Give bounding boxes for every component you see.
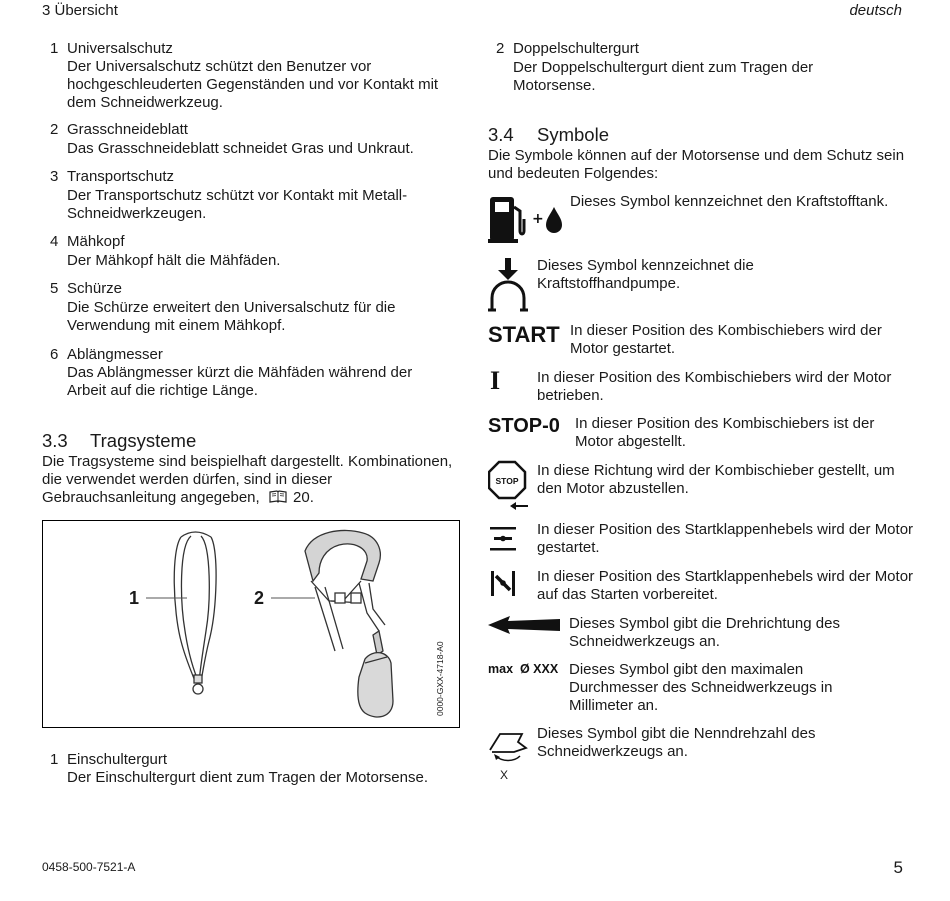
item-text: Der Einschultergurt dient zum Tragen der Motorsense. [67, 769, 429, 786]
item-title: Transportschutz [67, 168, 174, 185]
item-title: Doppelschultergurt [513, 40, 639, 57]
max-diameter-label: max Ø XXX [488, 662, 559, 676]
item-title: Einschultergurt [67, 751, 168, 768]
symbol-text: In dieser Position des Startklappenhebels wird der Motor auf das Starten vorbereitet. [537, 568, 914, 603]
figure-label-1: 1 [129, 588, 140, 608]
header-language: deutsch [849, 2, 902, 19]
item-text: Das Grasschneideblatt schneidet Gras und Unkraut. [67, 140, 414, 157]
harness-illustration [43, 521, 458, 726]
item-text: Das Ablängmesser kürzt die Mähfäden während der Arbeit auf die richtige Länge. [67, 364, 413, 399]
item-text: Der Doppelschultergurt dient zum Tragen der Motorsense. [513, 59, 814, 94]
double-shoulder-strap [305, 530, 393, 717]
symbol-text: In dieser Position des Kombischiebers ist der Motor abgestellt. [575, 415, 875, 450]
symbol-text: Dieses Symbol kennzeichnet den Kraftstofftank. [570, 193, 889, 210]
intro-text: Die Tragsysteme sind beispielhaft dargestellt. Kombinationen, die verwendet werden dürfen, sind in dieser Gebrauchsanleitung angegeben, [42, 453, 453, 506]
item-text: Der Transportschutz schützt vor Kontakt mit Metall-Schneidwerkzeugen. [67, 187, 408, 222]
section-title: Symbole [537, 124, 609, 145]
rated-speed-icon [488, 730, 530, 764]
item-text: Die Schürze erweitert den Universalschutz für die Verwendung mit einem Mähkopf. [67, 299, 396, 334]
item-title: Grasschneideblatt [67, 121, 188, 138]
harness-figure [42, 520, 460, 728]
symbol-text: Dieses Symbol gibt die Nenndrehzahl des Schneidwerkzeugs an. [537, 725, 816, 760]
rotation-arrow-icon [488, 614, 562, 636]
item-title: Ablängmesser [67, 346, 163, 363]
book-icon [269, 490, 287, 503]
stop-label: STOP-0 [488, 415, 560, 437]
section-number: 3.3 [42, 430, 68, 451]
item-title: Universalschutz [67, 40, 173, 57]
run-position-icon: I [490, 366, 501, 395]
start-label: START [488, 322, 560, 347]
fuel-tank-icon [488, 193, 566, 247]
fuel-pump-icon [488, 258, 530, 312]
symbol-text: In diese Richtung wird der Kombischieber gestellt, um den Motor abzustellen. [537, 462, 895, 497]
symbol-text: Dieses Symbol gibt den maximalen Durchmesser des Schneidwerkzeugs in Millimeter an. [569, 661, 833, 714]
item-text: Der Universalschutz schützt den Benutzer vor hochgeschleuderten Gegenständen und vor Kontakt mit dem Schneidwerkzeug. [67, 58, 439, 111]
item-title: Mähkopf [67, 233, 125, 250]
svg-text:+: + [532, 211, 544, 227]
svg-text:STOP: STOP [495, 476, 519, 486]
symbol-text: Dieses Symbol kennzeichnet die Kraftstoffhandpumpe. [537, 257, 754, 292]
symbol-text: In dieser Position des Kombischiebers wird der Motor betrieben. [537, 369, 892, 404]
stop-direction-icon [488, 460, 532, 512]
section-number: 3.4 [488, 124, 514, 145]
section-intro [42, 453, 462, 507]
page-reference: 20. [293, 489, 314, 506]
item-text: Der Mähkopf hält die Mähfäden. [67, 252, 281, 269]
page-number: 5 [893, 858, 903, 877]
item-title: Schürze [67, 280, 123, 297]
section-title: Tragsysteme [90, 430, 197, 451]
symbol-text: In dieser Position des Startklappenhebels wird der Motor gestartet. [537, 521, 914, 556]
document-number: 0458-500-7521-A [42, 860, 136, 874]
item-number: 2 [50, 121, 59, 138]
item-number: 1 [50, 751, 59, 768]
figure-label-2: 2 [254, 588, 265, 608]
item-number: 2 [496, 40, 505, 57]
figure-code: 0000-GXX-4718-A0 [435, 641, 445, 716]
item-number: 3 [50, 168, 59, 185]
symbol-text: In dieser Position des Kombischiebers wird der Motor gestartet. [570, 322, 882, 357]
rated-speed-label: X [500, 768, 509, 782]
choke-open-icon [490, 525, 518, 553]
section-intro: Die Symbole können auf der Motorsense und dem Schutz sein und bedeuten Folgendes: [488, 147, 905, 182]
item-number: 6 [50, 346, 59, 363]
single-shoulder-strap [174, 532, 216, 694]
choke-closed-icon [490, 570, 518, 598]
item-number: 5 [50, 280, 59, 297]
header-chapter: 3 Übersicht [42, 2, 118, 19]
item-number: 4 [50, 233, 59, 250]
item-number: 1 [50, 40, 59, 57]
symbol-text: Dieses Symbol gibt die Drehrichtung des Schneidwerkzeugs an. [569, 615, 840, 650]
